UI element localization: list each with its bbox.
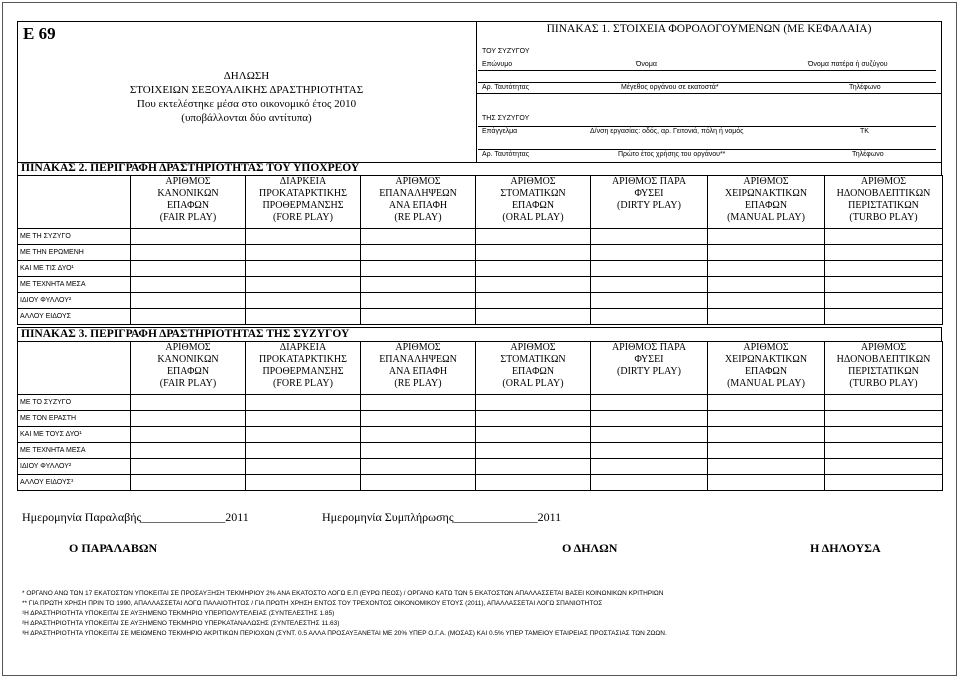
entry-cell[interactable] [708, 395, 825, 411]
declarant-male-signature: Ο ΔΗΛΩΝ [562, 541, 618, 555]
entry-cell[interactable] [131, 277, 246, 293]
entry-cell[interactable] [131, 443, 246, 459]
row-label: ΜΕ ΤΕΧΝΗΤΑ ΜΕΣΑ [18, 443, 131, 459]
tk-field[interactable]: ΤΚ [860, 128, 869, 135]
column-header-line: (ORAL PLAY) [502, 212, 564, 223]
entry-cell[interactable] [825, 427, 943, 443]
entry-cell[interactable] [591, 411, 708, 427]
table-row [18, 261, 943, 277]
entry-cell[interactable] [708, 261, 825, 277]
declaration-block [17, 69, 476, 125]
first-use-field[interactable]: Πρώτο έτος χρήσης του οργάνου** [618, 151, 726, 158]
entry-cell[interactable] [131, 261, 246, 277]
column-header-line: ΣΤΟΜΑΤΙΚΩΝ [500, 354, 566, 365]
column-header-line: ΑΡΙΘΜΟΣ [860, 176, 907, 187]
entry-cell[interactable] [246, 261, 361, 277]
column-header-line: ΠΕΡΙΣΤΑΤΙΚΩΝ [848, 200, 919, 211]
entry-cell[interactable] [246, 411, 361, 427]
table-row [18, 245, 943, 261]
table-row [18, 293, 943, 309]
wife-phone-field[interactable]: Τηλέφωνο [852, 151, 884, 158]
entry-cell[interactable] [476, 309, 591, 325]
entry-cell[interactable] [246, 459, 361, 475]
column-header-line: (TURBO PLAY) [849, 378, 918, 389]
declaration-subtitle: ΣΤΟΙΧΕΙΩΝ ΣΕΞΟΥΑΛΙΚΗΣ ΔΡΑΣΤΗΡΙΟΤΗΤΑΣ [129, 84, 364, 96]
entry-cell[interactable] [825, 411, 943, 427]
entry-cell[interactable] [708, 427, 825, 443]
entry-cell[interactable] [131, 475, 246, 491]
entry-cell[interactable] [708, 443, 825, 459]
row-label: ΜΕ ΤΟΝ ΕΡΑΣΤΗ [18, 411, 131, 427]
entry-cell[interactable] [131, 245, 246, 261]
column-header [476, 176, 591, 229]
entry-cell[interactable] [246, 427, 361, 443]
column-header-line: (RE PLAY) [394, 378, 442, 389]
declaration-copies: (υποβάλλονται δύο αντίτυπα) [181, 112, 312, 124]
column-header-line: ΔΙΑΡΚΕΙΑ [279, 176, 327, 187]
table3 [17, 341, 943, 491]
column-header-line: (TURBO PLAY) [849, 212, 918, 223]
entry-cell[interactable] [361, 395, 476, 411]
husband-phone-field[interactable]: Τηλέφωνο [849, 84, 881, 91]
column-header-line: (MANUAL PLAY) [727, 378, 805, 389]
table-row [18, 459, 943, 475]
column-header-line: (FORE PLAY) [273, 378, 333, 389]
entry-cell[interactable] [361, 411, 476, 427]
entry-cell[interactable] [361, 261, 476, 277]
header-blank-cell [18, 342, 131, 395]
line [478, 70, 936, 71]
entry-cell[interactable] [476, 427, 591, 443]
name-field[interactable]: Όνομα [636, 61, 657, 68]
row-label: ΑΛΛΟΥ ΕΙΔΟΥΣ [18, 309, 131, 325]
entry-cell[interactable] [708, 411, 825, 427]
entry-cell[interactable] [476, 229, 591, 245]
header-row [18, 342, 943, 395]
column-header-line: ΕΠΑΦΩΝ [744, 366, 788, 377]
table2 [17, 175, 943, 325]
completed-date[interactable]: Ημερομηνία Συμπλήρωσης______________2011 [322, 510, 562, 524]
table1-title: ΠΙΝΑΚΑΣ 1. ΣΤΟΙΧΕΙΑ ΦΟΡΟΛΟΓΟΥΜΕΝΩΝ (ΜΕ ΚΕΦΑΛΑΙΑ) [546, 23, 872, 35]
column-header [708, 176, 825, 229]
column-header-line: ΕΠΑΦΩΝ [166, 200, 210, 211]
entry-cell[interactable] [825, 443, 943, 459]
row-label: ΙΔΙΟΥ ΦΥΛΛΟΥ² [18, 293, 131, 309]
entry-cell[interactable] [476, 475, 591, 491]
line [478, 82, 936, 83]
entry-cell[interactable] [591, 229, 708, 245]
table-row [18, 277, 943, 293]
husband-id-field[interactable]: Αρ. Ταυτότητας [482, 84, 530, 91]
column-header-line: ΑΡΙΘΜΟΣ [165, 176, 211, 187]
column-header-line: ΠΡΟΘΕΡΜΑΝΣΗΣ [262, 200, 344, 211]
column-header [708, 342, 825, 395]
row-label: ΚΑΙ ΜΕ ΤΙΣ ΔΥΟ¹ [18, 261, 131, 277]
row-label: ΑΛΛΟΥ ΕΙΔΟΥΣ³ [18, 475, 131, 491]
entry-cell[interactable] [825, 475, 943, 491]
column-header-line: ΠΡΟΚΑΤΑΡΚΤΙΚΗΣ [259, 188, 347, 199]
header-blank-cell [18, 176, 131, 229]
entry-cell[interactable] [131, 309, 246, 325]
column-header-line: ΑΝΑ ΕΠΑΦΗ [388, 366, 448, 377]
entry-cell[interactable] [476, 459, 591, 475]
table-row [18, 443, 943, 459]
table2-title: ΠΙΝΑΚΑΣ 2. ΠΕΡΙΓΡΑΦΗ ΔΡΑΣΤΗΡΙΟΤΗΤΑΣ ΤΟΥ ΥΠΟΧΡΕΟΥ [21, 162, 360, 174]
entry-cell[interactable] [361, 459, 476, 475]
entry-cell[interactable] [246, 475, 361, 491]
column-header [591, 176, 708, 229]
entry-cell[interactable] [825, 261, 943, 277]
column-header-line: (FAIR PLAY) [159, 212, 217, 223]
column-header-line: (RE PLAY) [394, 212, 442, 223]
column-header-line: (FORE PLAY) [273, 212, 333, 223]
entry-cell[interactable] [246, 443, 361, 459]
entry-cell[interactable] [825, 309, 943, 325]
column-header [476, 342, 591, 395]
form-code: Ε 69 [23, 24, 56, 43]
column-header [131, 342, 246, 395]
entry-cell[interactable] [591, 443, 708, 459]
entry-cell[interactable] [361, 277, 476, 293]
column-header-line: ΗΔΟΝΟΒΛΕΠΤΙΚΩΝ [836, 354, 931, 365]
entry-cell[interactable] [131, 411, 246, 427]
column-header-line: (FAIR PLAY) [159, 378, 217, 389]
column-header-line: ΠΡΟΚΑΤΑΡΚΤΙΚΗΣ [259, 354, 347, 365]
entry-cell[interactable] [476, 293, 591, 309]
column-header-line: ΑΝΑ ΕΠΑΦΗ [388, 200, 448, 211]
column-header-line: ΕΠΑΦΩΝ [511, 366, 555, 377]
table-row [18, 427, 943, 443]
column-header-line: ΚΑΝΟΝΙΚΩΝ [157, 354, 219, 365]
entry-cell[interactable] [246, 395, 361, 411]
entry-cell[interactable] [708, 459, 825, 475]
entry-cell[interactable] [825, 459, 943, 475]
column-header-line: ΑΡΙΘΜΟΣ [860, 342, 907, 353]
column-header [591, 342, 708, 395]
husband-label: ΤΟΥ ΣΥΖΥΓΟΥ [482, 48, 530, 55]
column-header [246, 176, 361, 229]
column-header [825, 176, 943, 229]
column-header-line: ΦΥΣΕΙ [634, 354, 664, 365]
header-row [18, 176, 943, 229]
entry-cell[interactable] [825, 293, 943, 309]
row-label: ΜΕ ΤΟ ΣΥΖΥΓΟ [18, 395, 131, 411]
column-header-line: ΑΡΙΘΜΟΣ [510, 342, 556, 353]
declarant-female-signature: Η ΔΗΛΟΥΣΑ [810, 541, 881, 555]
entry-cell[interactable] [246, 309, 361, 325]
entry-cell[interactable] [708, 293, 825, 309]
column-header-line: ΑΡΙΘΜΟΣ ΠΑΡΑ [611, 342, 687, 353]
column-header-line: ΑΡΙΘΜΟΣ [743, 342, 789, 353]
entry-cell[interactable] [591, 245, 708, 261]
entry-cell[interactable] [476, 261, 591, 277]
column-header-line: ΕΠΑΦΩΝ [511, 200, 555, 211]
entry-cell[interactable] [476, 443, 591, 459]
entry-cell[interactable] [476, 411, 591, 427]
organ-size-field[interactable]: Μέγεθος οργάνου σε εκατοστά* [621, 84, 719, 91]
wife-id-field[interactable]: Αρ. Ταυτότητας [482, 151, 530, 158]
entry-cell[interactable] [361, 443, 476, 459]
column-header-line: ΑΡΙΘΜΟΣ [395, 342, 441, 353]
column-header-line: ΑΡΙΘΜΟΣ [743, 176, 789, 187]
entry-cell[interactable] [131, 459, 246, 475]
entry-cell[interactable] [131, 229, 246, 245]
entry-cell[interactable] [361, 427, 476, 443]
header-divider [476, 21, 477, 163]
column-header-line: ΣΤΟΜΑΤΙΚΩΝ [500, 188, 566, 199]
entry-cell[interactable] [825, 229, 943, 245]
entry-cell[interactable] [131, 293, 246, 309]
entry-cell[interactable] [591, 459, 708, 475]
entry-cell[interactable] [246, 293, 361, 309]
row-label: ΜΕ ΤΗ ΣΥΖΥΓΟ [18, 229, 131, 245]
row-label: ΙΔΙΟΥ ΦΥΛΛΟΥ² [18, 459, 131, 475]
table-row [18, 229, 943, 245]
declaration-title: ΔΗΛΩΣΗ [223, 70, 270, 82]
column-header-line: ΕΠΑΦΩΝ [166, 366, 210, 377]
received-date[interactable]: Ημερομηνία Παραλαβής______________2011 [22, 510, 249, 524]
column-header-line: ΠΡΟΘΕΡΜΑΝΣΗΣ [262, 366, 344, 377]
table-row [18, 395, 943, 411]
entry-cell[interactable] [361, 309, 476, 325]
entry-cell[interactable] [361, 293, 476, 309]
table-row [18, 475, 943, 491]
column-header-line: (DIRTY PLAY) [617, 200, 681, 211]
column-header [825, 342, 943, 395]
column-header-line: ΑΡΙΘΜΟΣ [510, 176, 556, 187]
table3-title: ΠΙΝΑΚΑΣ 3. ΠΕΡΙΓΡΑΦΗ ΔΡΑΣΤΗΡΙΟΤΗΤΑΣ ΤΗΣ ΣΥΖΥΓΟΥ [21, 328, 350, 340]
column-header-line: ΗΔΟΝΟΒΛΕΠΤΙΚΩΝ [836, 188, 931, 199]
entry-cell[interactable] [246, 229, 361, 245]
column-header-line: ΑΡΙΘΜΟΣ [165, 342, 211, 353]
row-label: ΜΕ ΤΕΧΝΗΤΑ ΜΕΣΑ [18, 277, 131, 293]
column-header-line: ΚΑΝΟΝΙΚΩΝ [157, 188, 219, 199]
column-header-line: ΕΠΑΝΑΛΗΨΕΩΝ [379, 188, 457, 199]
entry-cell[interactable] [708, 245, 825, 261]
entry-cell[interactable] [361, 229, 476, 245]
column-header-line: ΧΕΙΡΩΝΑΚΤΙΚΩΝ [724, 188, 808, 199]
column-header [361, 342, 476, 395]
entry-cell[interactable] [131, 395, 246, 411]
surname-field[interactable]: Επώνυμο [482, 61, 513, 68]
wife-label: ΤΗΣ ΣΥΖΥΓΟΥ [482, 115, 530, 122]
address-field[interactable]: Δ/νση εργασίας: οδός, αρ. Γειτονιά, πόλη ή νομός [590, 128, 744, 135]
entry-cell[interactable] [361, 245, 476, 261]
footnote: * ΟΡΓΑΝΟ ΑΝΩ ΤΩΝ 17 ΕΚΑΤΟΣΤΩΝ ΥΠΟΚΕΙΤΑΙ ΣΕ ΠΡΟΣΑΥΞΗΣΗ ΤΕΚΜΗΡΙΟΥ 2% ΑΝΑ ΕΚΑΤΟΣΤΟ ΛΟΓΩ Ε.Π (ΕΥΡΩ ΠΕΟΣ) / ΟΡΓΑΝΟ ΚΑΤΩ ΤΩΝ 5 ΕΚΑΤΟΣΤΩΝ ΑΠΑΛΛΑΣΣΕΤΑΙ ΒΑΣΕΙ ΚΟΙΝΩΝΙΚΩΝ ΚΡΙΤΗΡΙΩΝ [22, 590, 664, 597]
column-header [246, 342, 361, 395]
footnote: ³Η ΔΡΑΣΤΗΡΙΟΤΗΤΑ ΥΠΟΚΕΙΤΑΙ ΣΕ ΜΕΙΩΜΕΝΟ ΤΕΚΜΗΡΙΟ ΑΚΡΙΤΙΚΩΝ ΠΕΡΙΟΧΩΝ (ΣΥΝΤ. 0.5 ΑΛΛΑ ΠΡΟΣΑΥΞΑΝΕΤΑΙ ΜΕ 20% ΥΠΕΡ Ο.Γ.Α. (ΜΟΣΑΣ) ΚΑΙ 0.5% ΥΠΕΡ ΤΑΜΕΙΟΥ ΕΤΑΙΡΕΙΑΣ ΠΡΟΣΤΑΣΙΑΣ ΤΩΝ ΖΩΩΝ. [22, 630, 667, 637]
entry-cell[interactable] [476, 277, 591, 293]
table-row [18, 411, 943, 427]
entry-cell[interactable] [591, 261, 708, 277]
entry-cell[interactable] [708, 309, 825, 325]
line [476, 93, 942, 94]
footnotes [22, 589, 947, 639]
column-header-line: (ORAL PLAY) [502, 378, 564, 389]
footnote: ¹Η ΔΡΑΣΤΗΡΙΟΤΗΤΑ ΥΠΟΚΕΙΤΑΙ ΣΕ ΑΥΞΗΜΕΝΟ ΤΕΚΜΗΡΙΟ ΥΠΕΡΠΟΛΥΤΕΛΕΙΑΣ (ΣΥΝΤΕΛΕΣΤΗΣ 1.85) [22, 610, 335, 617]
entry-cell[interactable] [246, 245, 361, 261]
entry-cell[interactable] [708, 229, 825, 245]
father-name-field[interactable]: Όνομα πατέρα ή συζύγου [808, 61, 888, 68]
entry-cell[interactable] [476, 395, 591, 411]
line [478, 149, 936, 150]
row-label: ΜΕ ΤΗΝ ΕΡΩΜΕΝΗ [18, 245, 131, 261]
entry-cell[interactable] [246, 277, 361, 293]
column-header-line: ΕΠΑΦΩΝ [744, 200, 788, 211]
footnote: ** ΓΙΑ ΠΡΩΤΗ ΧΡΗΣΗ ΠΡΙΝ ΤΟ 1990, ΑΠΑΛΛΑΣΣΕΤΑΙ ΛΟΓΩ ΠΑΛΑΙΟΤΗΤΟΣ / ΓΙΑ ΠΡΩΤΗ ΧΡΗΣΗ ΕΝΤΟΣ ΤΟΥ ΤΡΕΧΟΝΤΟΣ ΟΙΚΟΝΟΜΙΚΟΥ ΕΤΟΥΣ (2011), ΑΠΑΛΛΑΣΣΕΤΑΙ ΛΟΓΩ ΣΠΑΝΙΟΤΗΤΟΣ [22, 600, 603, 607]
receiver-signature: Ο ΠΑΡΑΛΑΒΩΝ [69, 541, 158, 555]
entry-cell[interactable] [476, 245, 591, 261]
column-header [131, 176, 246, 229]
entry-cell[interactable] [131, 427, 246, 443]
column-header-line: ΕΠΑΝΑΛΗΨΕΩΝ [379, 354, 457, 365]
column-header [361, 176, 476, 229]
entry-cell[interactable] [825, 395, 943, 411]
declaration-year: Που εκτελέστηκε μέσα στο οικονομικό έτος 2010 [136, 98, 357, 110]
column-header-line: (MANUAL PLAY) [727, 212, 805, 223]
column-header-line: ΔΙΑΡΚΕΙΑ [279, 342, 327, 353]
entry-cell[interactable] [361, 475, 476, 491]
entry-cell[interactable] [591, 277, 708, 293]
entry-cell[interactable] [591, 309, 708, 325]
entry-cell[interactable] [591, 427, 708, 443]
profession-field[interactable]: Επάγγελμα [482, 128, 518, 135]
column-header-line: ΠΕΡΙΣΤΑΤΙΚΩΝ [848, 366, 919, 377]
column-header-line: ΑΡΙΘΜΟΣ [395, 176, 441, 187]
line [478, 126, 936, 127]
table-row [18, 309, 943, 325]
entry-cell[interactable] [591, 395, 708, 411]
entry-cell[interactable] [591, 293, 708, 309]
entry-cell[interactable] [825, 245, 943, 261]
column-header-line: ΦΥΣΕΙ [634, 188, 664, 199]
entry-cell[interactable] [708, 475, 825, 491]
entry-cell[interactable] [708, 277, 825, 293]
column-header-line: (DIRTY PLAY) [617, 366, 681, 377]
column-header-line: ΑΡΙΘΜΟΣ ΠΑΡΑ [611, 176, 687, 187]
entry-cell[interactable] [591, 475, 708, 491]
column-header-line: ΧΕΙΡΩΝΑΚΤΙΚΩΝ [724, 354, 808, 365]
footnote: ²Η ΔΡΑΣΤΗΡΙΟΤΗΤΑ ΥΠΟΚΕΙΤΑΙ ΣΕ ΑΥΞΗΜΕΝΟ ΤΕΚΜΗΡΙΟ ΥΠΕΡΚΑΤΑΝΑΛΩΣΗΣ (ΣΥΝΤΕΛΕΣΤΗΣ 11.63) [22, 620, 340, 627]
row-label: ΚΑΙ ΜΕ ΤΟΥΣ ΔΥΟ¹ [18, 427, 131, 443]
entry-cell[interactable] [825, 277, 943, 293]
